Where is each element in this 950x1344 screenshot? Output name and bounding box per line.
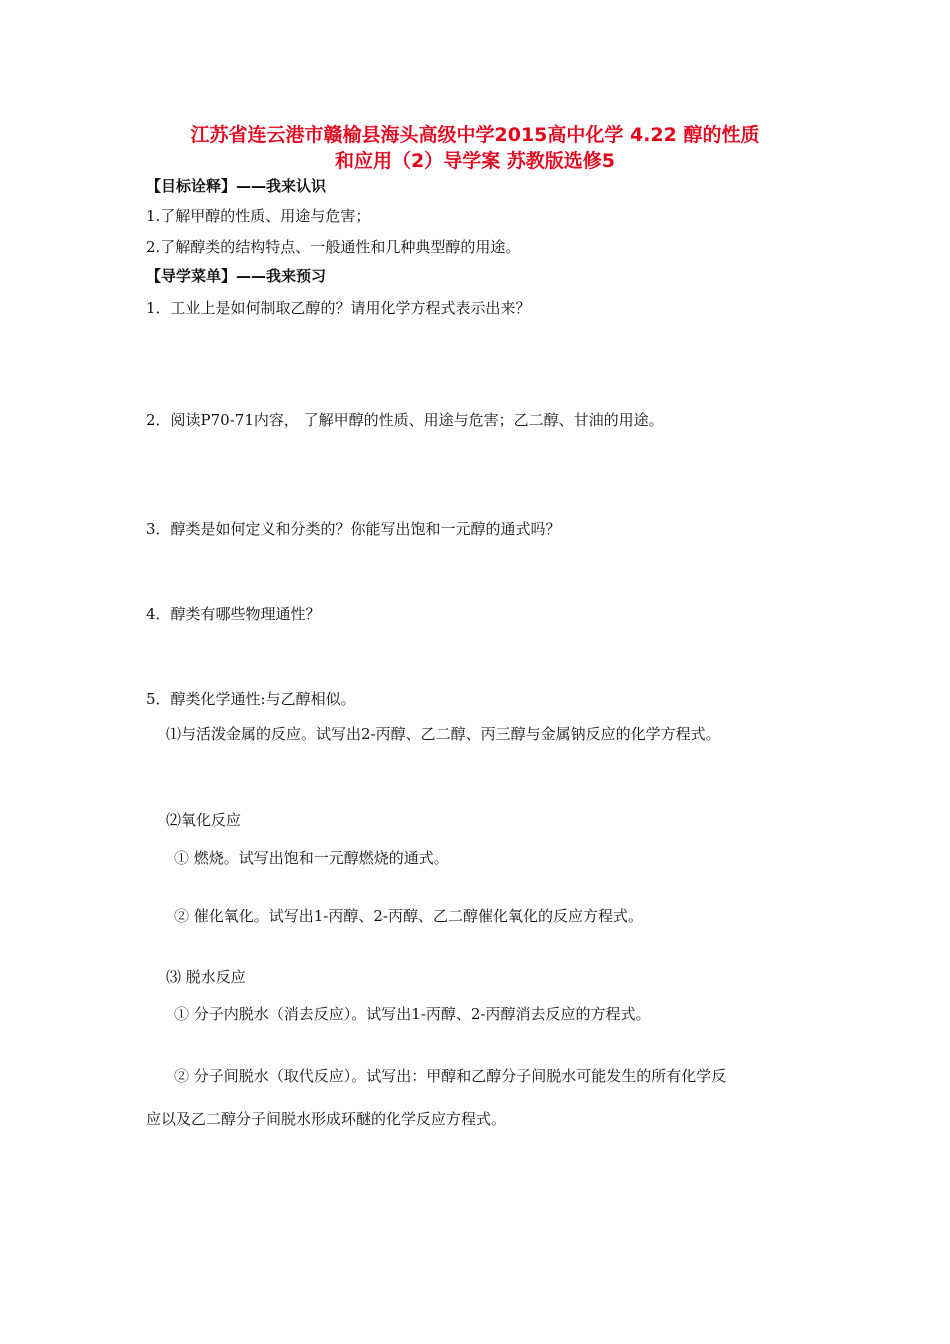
question-5-part-2b: ② 催化氧化。试写出1-丙醇、2-丙醇、乙二醇催化氧化的反应方程式。	[174, 907, 643, 925]
question-1: 1．工业上是如何制取乙醇的？请用化学方程式表示出来？	[146, 299, 531, 317]
question-5-part-3a: ① 分子内脱水（消去反应）。试写出1-丙醇、2-丙醇消去反应的方程式。	[174, 1005, 651, 1023]
section-heading-preview: 【导学菜单】——我来预习	[146, 267, 327, 285]
objective-item-2: 2.了解醇类的结构特点、一般通性和几种典型醇的用途。	[146, 238, 521, 256]
question-3: 3．醇类是如何定义和分类的？你能写出饱和一元醇的通式吗？	[146, 520, 561, 538]
document-title-line-2: 和应用（2）导学案 苏教版选修5	[334, 150, 616, 172]
objective-item-1: 1.了解甲醇的性质、用途与危害；	[146, 207, 371, 225]
question-5-part-2a: ① 燃烧。试写出饱和一元醇燃烧的通式。	[174, 849, 449, 867]
question-5-part-3: ⑶ 脱水反应	[166, 968, 246, 986]
question-4: 4．醇类有哪些物理通性？	[146, 605, 321, 623]
question-2: 2．阅读P70-71内容， 了解甲醇的性质、用途与危害；乙二醇、甘油的用途。	[146, 411, 664, 429]
question-5: 5．醇类化学通性:与乙醇相似。	[146, 690, 356, 708]
question-5-part-1: ⑴与活泼金属的反应。试写出2-丙醇、乙二醇、丙三醇与金属钠反应的化学方程式。	[166, 725, 721, 743]
question-5-part-3b-line-2: 应以及乙二醇分子间脱水形成环醚的化学反应方程式。	[146, 1110, 507, 1128]
document-title-line-1: 江苏省连云港市赣榆县海头高级中学2015高中化学 4.22 醇的性质	[190, 124, 760, 146]
question-5-part-3b-line-1: ② 分子间脱水（取代反应）。试写出：甲醇和乙醇分子间脱水可能发生的所有化学反	[174, 1067, 727, 1085]
question-5-part-2: ⑵氧化反应	[166, 811, 242, 829]
section-heading-objectives: 【目标诠释】——我来认识	[146, 177, 327, 195]
